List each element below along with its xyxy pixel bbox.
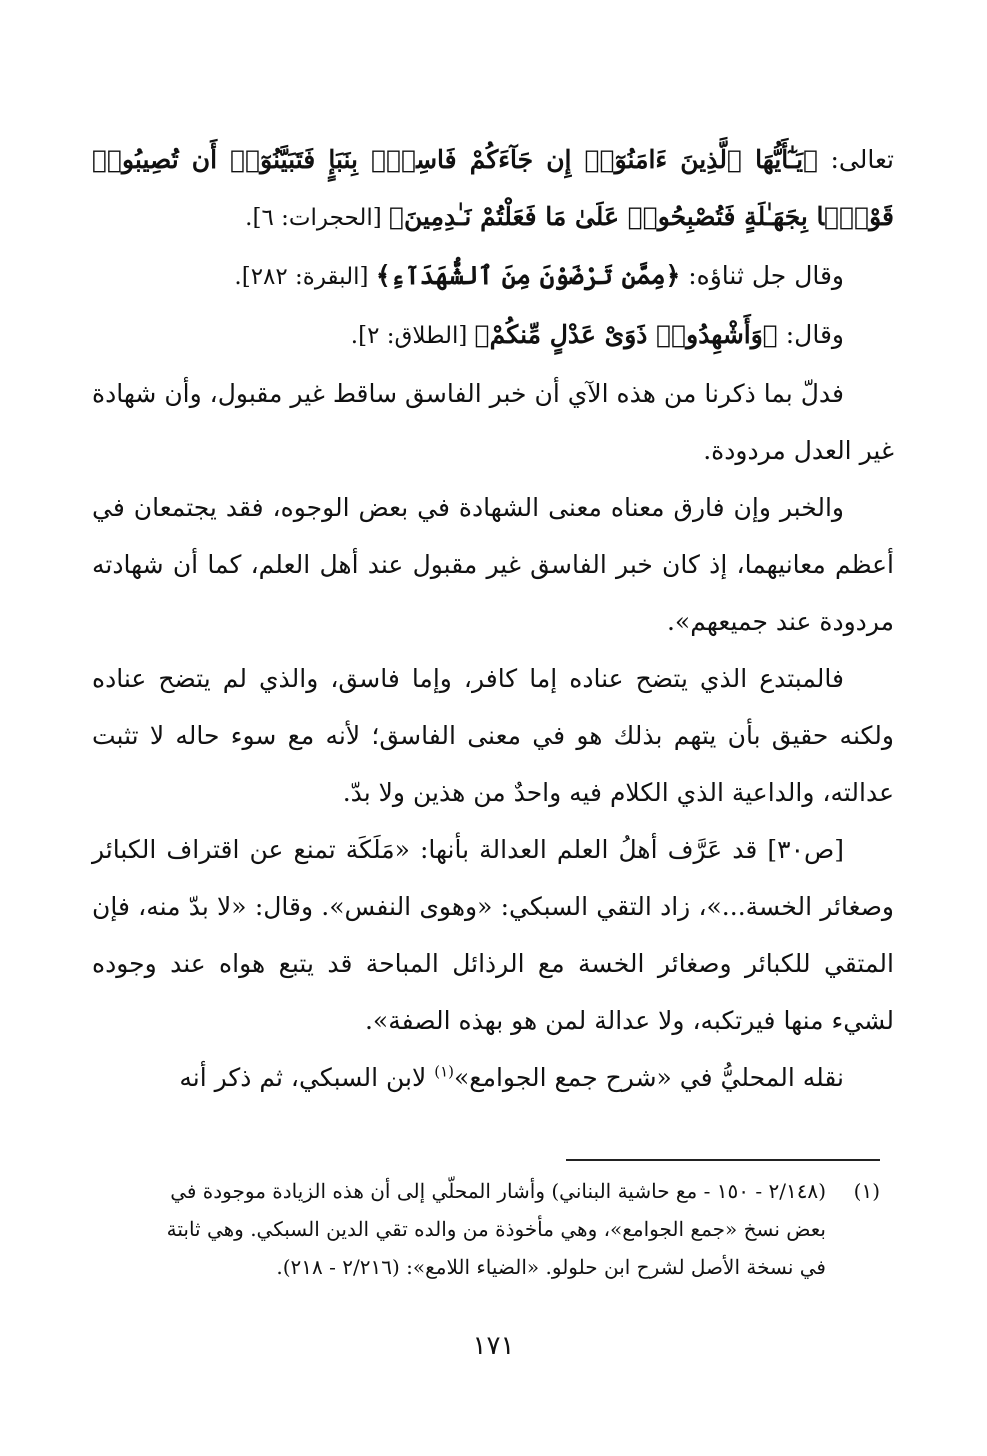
verse-reference: [الحجرات: ٦]. (245, 205, 389, 231)
footnote-divider (566, 1159, 880, 1161)
footnote-line-2: بعض نسخ «جمع الجوامع»، وهي مأخوذة من والده تقي الدين السبكي. وهي ثابتة (166, 1217, 826, 1241)
verse-intro: وقال جل ثناؤه: (680, 261, 844, 290)
verse-paragraph-2 (92, 247, 894, 306)
paragraph-5-end: لابن السبكي، ثم ذكر أنه (179, 1063, 435, 1092)
footnotes (108, 1172, 880, 1286)
footnote-marker: (١) (853, 1179, 880, 1203)
verse-paragraph-3 (92, 306, 894, 365)
paragraph-2: والخبر وإن فارق معناه معنى الشهادة في بعض الوجوه، فقد يجتمعان في أعظم معانيهما، إذ كان خبر الفاسق غير مقبول عند أهل العلم، كما أن شهادته مردودة عند جميعهم». (92, 493, 894, 636)
quran-verse: ﴿يَـٰٓأَيُّهَا ٱلَّذِينَ ءَامَنُوٓا۟ إِن جَآءَكُمْ فَاسِقٌۢ بِنَبَإٍ فَتَبَيَّنُوٓا۟ أَن تُصِيبُوا۟ قَوْمًۢا بِجَهَـٰلَةٍ فَتُصْبِحُوا۟ عَلَىٰ مَا فَعَلْتُمْ نَـٰدِمِينَ﴾ (92, 145, 894, 231)
paragraph-5 (92, 1049, 894, 1106)
footnote-line-1 (108, 1172, 880, 1210)
page-reference: [ص٣٠] (767, 835, 844, 864)
verse-reference: [البقرة: ٢٨٢]. (234, 264, 376, 290)
quran-verse: ﴿مِمَّن تَرْضَوْنَ مِنَ ٱلشُّهَدَآءِ﴾ (375, 261, 681, 290)
paragraph-4 (92, 821, 894, 1049)
paragraph-3: فالمبتدع الذي يتضح عناده إما كافر، وإما فاسق، والذي لم يتضح عناده ولكنه حقيق بأن يتهم بذلك هو في معنى الفاسق؛ لأنه مع سوء حاله لا تثبت عدالته، والداعية الذي الكلام فيه واحدٌ من هذين ولا بدّ. (92, 664, 894, 807)
quran-verse: ﴿وَأَشْهِدُوا۟ ذَوَىْ عَدْلٍ مِّنكُمْ﴾ (474, 320, 778, 349)
footnote-line-3: في نسخة الأصل لشرح ابن حلولو. «الضياء اللامع»: (٢/٢١٦ - ٢١٨). (276, 1255, 826, 1279)
paragraph-4-text: قد عَرَّف أهلُ العلم العدالة بأنها: «مَلَكَة تمنع عن اقتراف الكبائر وصغائر الخسة...»، زاد التقي السبكي: «وهوى النفس». وقال: «لا بدّ منه، فإن المتقي للكبائر وصغائر الخسة مع الرذائل المباحة قد يتبع هواه عند وجوده لشيء منها فيرتكبه، ولا عدالة لمن هو بهذه الصفة». (92, 835, 894, 1035)
verse-intro: تعالى: (818, 145, 894, 174)
verse-paragraph-1 (92, 131, 894, 247)
verse-intro: وقال: (777, 320, 844, 349)
page-number: ١٧١ (472, 1331, 515, 1361)
main-text (92, 131, 894, 1106)
footnote-text: (٢/١٤٨ - ١٥٠ - مع حاشية البناني) وأشار المحلّي إلى أن هذه الزيادة موجودة في (170, 1179, 826, 1203)
verse-reference: [الطلاق: ٢]. (350, 323, 475, 349)
paragraph-5-start: نقله المحليُّ في «شرح جمع الجوامع» (453, 1063, 844, 1092)
paragraph-1: فدلّ بما ذكرنا من هذه الآي أن خبر الفاسق ساقط غير مقبول، وأن شهادة غير العدل مردودة. (92, 379, 894, 465)
footnote-reference[interactable]: (١) (434, 1062, 454, 1081)
